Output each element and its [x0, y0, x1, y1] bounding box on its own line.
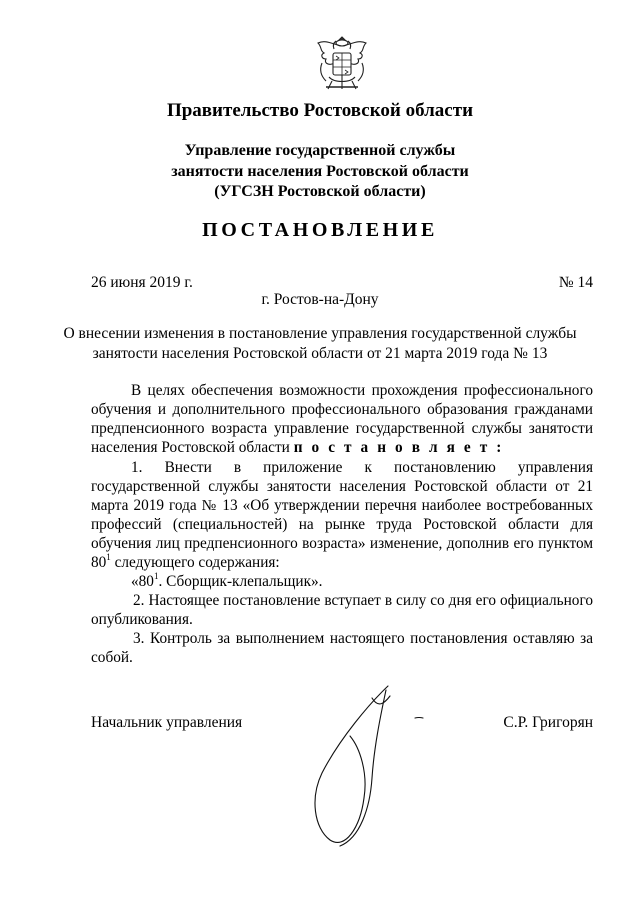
organization-name: Правительство Ростовской области	[166, 100, 474, 121]
item-1-text: 1. Внести в приложение к постановлению управления государственной службы занятости населения Ростовской области от 21 марта 2019 года № 13 «Об утверждении перечня наиболее востребованных профессий (специальностей) на рынке труда Ростовской области для обучения лиц предпенсионного возраста» изменение, дополнив его пунктом 80	[91, 459, 593, 571]
department-abbreviation: (УГСЗН Ростовской области)	[214, 183, 426, 200]
department-name	[0, 141, 640, 203]
signatory-title: Начальник управления	[91, 714, 243, 731]
preamble-paragraph	[91, 381, 593, 457]
department-line: Управление государственной службы	[184, 142, 456, 159]
handwritten-signature-icon	[300, 678, 450, 853]
decree-items	[91, 458, 593, 667]
document-subject	[0, 324, 640, 363]
department-line: занятости населения Ростовской области	[171, 162, 469, 180]
document-number: № 14	[558, 274, 593, 291]
document-city: г. Ростов-на-Дону	[261, 291, 379, 308]
preamble	[91, 381, 593, 457]
subject-line: занятости населения Ростовской области от 21 марта 2019 года № 13	[92, 344, 548, 362]
document-date: 26 июня 2019 г.	[91, 274, 193, 291]
subject-line: О внесении изменения в постановление управления государственной службы	[63, 325, 577, 342]
signatory-name: С.Р. Григорян	[503, 714, 593, 731]
item-1-quote	[91, 572, 593, 591]
item-1-superscript: 1	[106, 551, 111, 562]
quote-end: . Сборщик-клепальщик».	[158, 573, 323, 590]
preamble-text: В целях обеспечения возможности прохождения профессионального обучения и дополнительного профессионального образования гражданами предпенсионного возраста управление государственной службы занятости населения Ростовской области	[91, 382, 593, 456]
item-2: 2. Настоящее постановление вступает в силу со дня его официального опубликования.	[91, 592, 593, 628]
document-type: ПОСТАНОВЛЕНИЕ	[202, 219, 438, 241]
item-1-tail: следующего содержания:	[114, 554, 280, 571]
rostov-oblast-coat-of-arms-icon	[314, 33, 370, 93]
quote-superscript: 1	[153, 570, 159, 581]
quote-start: «80	[131, 573, 154, 590]
item-1	[91, 458, 593, 572]
item-3: 3. Контроль за выполнением настоящего постановления оставляю за собой.	[91, 630, 593, 666]
decree-word: п о с т а н о в л я е т :	[293, 439, 504, 456]
